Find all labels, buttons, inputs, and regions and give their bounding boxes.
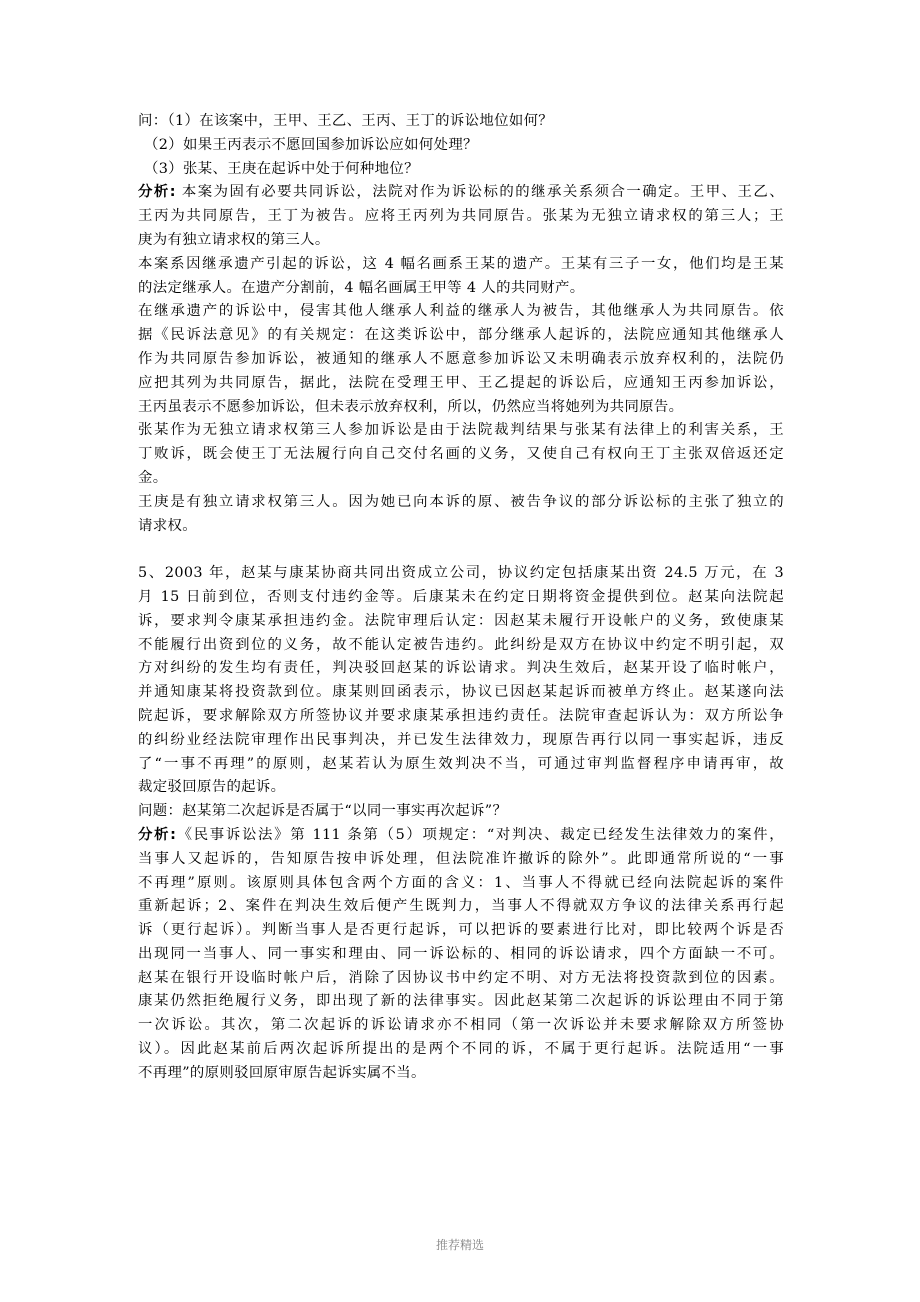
paragraph-line: 应把其列为共同原告，据此，法院在受理王甲、王乙提起的诉讼后，应通知王丙参加诉讼， [138, 374, 784, 391]
analysis-label: 分析: [138, 826, 177, 843]
paragraph-line: 诉，要求判令康某承担违约金。法院审理后认定：因赵某未履行开设帐户的义务，致使康某 [138, 612, 784, 629]
paragraph-line: 分析:《民事诉讼法》第 111 条第（5）项规定：“对判决、裁定已经发生法律效力的案件， [138, 826, 785, 843]
paragraph-line: 赵某在银行开设临时帐户后，消除了因协议书中约定不明、对方无法将投资款到位的因素。 [138, 969, 784, 986]
question-line: 问：（1）在该案中，王甲、王乙、王丙、王丁的诉讼地位如何？ [138, 113, 554, 129]
paragraph-line: 丁败诉，既会使王丁无法履行向自己交付名画的义务，又使自己有权向王丁主张双倍返还定 [138, 446, 784, 463]
paragraph-line: 金。 [138, 469, 168, 486]
paragraph-line: 重新起诉；2、案件在判决生效后便产生既判力，当事人不得就双方争议的法律关系再行起 [138, 898, 784, 915]
paragraph-line: 议）。因此赵某前后两次起诉所提出的是两个不同的诉，不属于更行起诉。法院适用“一事 [138, 1041, 784, 1058]
paragraph-line: 5、2003 年，赵某与康某协商共同出资成立公司，协议约定包括康某出资 24.5 万元，在 3 [138, 565, 784, 582]
paragraph-line: 当事人又起诉的，告知原告按申诉处理，但法院准许撤诉的除外”。此即通常所说的“一事 [138, 850, 784, 867]
paragraph-line: 不再理”的原则驳回原审原告起诉实属不当。 [138, 1064, 426, 1081]
paragraph-line: 据《民诉法意见》的有关规定：在这类诉讼中，部分继承人起诉的，法院应通知其他继承人 [138, 327, 784, 344]
paragraph-line: 王丙虽表示不愿参加诉讼，但未表示放弃权利，所以，仍然应当将她列为共同原告。 [138, 398, 684, 415]
paragraph-line: 诉（更行起诉）。判断当事人是否更行起诉，可以把诉的要素进行比对，即比较两个诉是否 [138, 922, 784, 939]
analysis-label: 分析: [138, 184, 176, 201]
document-page [138, 110, 784, 1086]
paragraph-line: 请求权。 [138, 517, 197, 534]
paragraph-line: 出现同一当事人、同一事实和理由、同一诉讼标的、相同的诉讼请求，四个方面缺一不可。 [138, 945, 784, 962]
paragraph-line: 不能履行出资到位的义务，故不能认定被告违约。此纠纷是双方在协议中约定不明引起，双 [138, 636, 784, 653]
paragraph-line: 方对纠纷的发生均有责任，判决驳回赵某的诉讼请求。判决生效后，赵某开设了临时帐户， [138, 660, 784, 677]
question-line: 问题：赵某第二次起诉是否属于“以同一事实再次起诉”？ [138, 803, 508, 820]
paragraph-line: 庚为有独立请求权的第三人。 [138, 231, 330, 248]
paragraph-line: 在继承遗产的诉讼中，侵害其他人继承人利益的继承人为被告，其他继承人为共同原告。依 [138, 303, 784, 320]
paragraph-line: 一次诉讼。其次，第二次起诉的诉讼请求亦不相同（第一次诉讼并未要求解除双方所签协 [138, 1017, 784, 1034]
paragraph-line: 王庚是有独立请求权第三人。因为她已向本诉的原、被告争议的部分诉讼标的主张了独立的 [138, 493, 784, 510]
paragraph-line: 的法定继承人。在遗产分割前，4 幅名画属王甲等 4 人的共同财产。 [138, 279, 585, 296]
question-line: （3）张某、王庚在起诉中处于何种地位？ [144, 160, 419, 177]
paragraph-line: 王丙为共同原告，王丁为被告。应将王丙列为共同原告。张某为无独立请求权的第三人；王 [138, 208, 784, 225]
blank-line [138, 538, 784, 562]
paragraph-line: 并通知康某将投资款到位。康某则回函表示，协议已因赵某起诉而被单方终止。赵某遂向法 [138, 684, 784, 701]
paragraph-line: 裁定驳回原告的起诉。 [138, 779, 286, 796]
question-line: （2）如果王丙表示不愿回国参加诉讼应如何处理？ [144, 136, 478, 153]
paragraph-line: 分析: 本案为固有必要共同诉讼，法院对作为诉讼标的的继承关系须合一确定。王甲、王乙、 [138, 184, 784, 201]
paragraph-line: 了“一事不再理”的原则，赵某若认为原生效判决不当，可通过审判监督程序申请再审，故 [138, 755, 784, 772]
paragraph-line: 作为共同原告参加诉讼，被通知的继承人不愿意参加诉讼又未明确表示放弃权利的，法院仍 [138, 350, 784, 367]
paragraph-line: 院起诉，要求解除双方所签协议并要求康某承担违约责任。法院审查起诉认为：双方所讼争 [138, 707, 784, 724]
paragraph-line: 的纠纷业经法院审理作出民事判决，并已发生法律效力，现原告再行以同一事实起诉，违反 [138, 731, 784, 748]
paragraph-line: 康某仍然拒绝履行义务，即出现了新的法律事实。因此赵某第二次起诉的诉讼理由不同于第 [138, 993, 784, 1010]
paragraph-line: 月 15 日前到位，否则支付违约金等。后康某未在约定日期将资金提供到位。赵某向法院起 [138, 588, 784, 605]
paragraph-line: 张某作为无独立请求权第三人参加诉讼是由于法院裁判结果与张某有法律上的利害关系，王 [138, 422, 784, 439]
paragraph-line: 不再理”原则。该原则具体包含两个方面的含义：1、当事人不得就已经向法院起诉的案件 [138, 874, 784, 891]
page-footer: 推荐精选 [435, 1238, 484, 1252]
paragraph-line: 本案系因继承遗产引起的诉讼，这 4 幅名画系王某的遗产。王某有三子一女，他们均是王某 [138, 255, 784, 272]
